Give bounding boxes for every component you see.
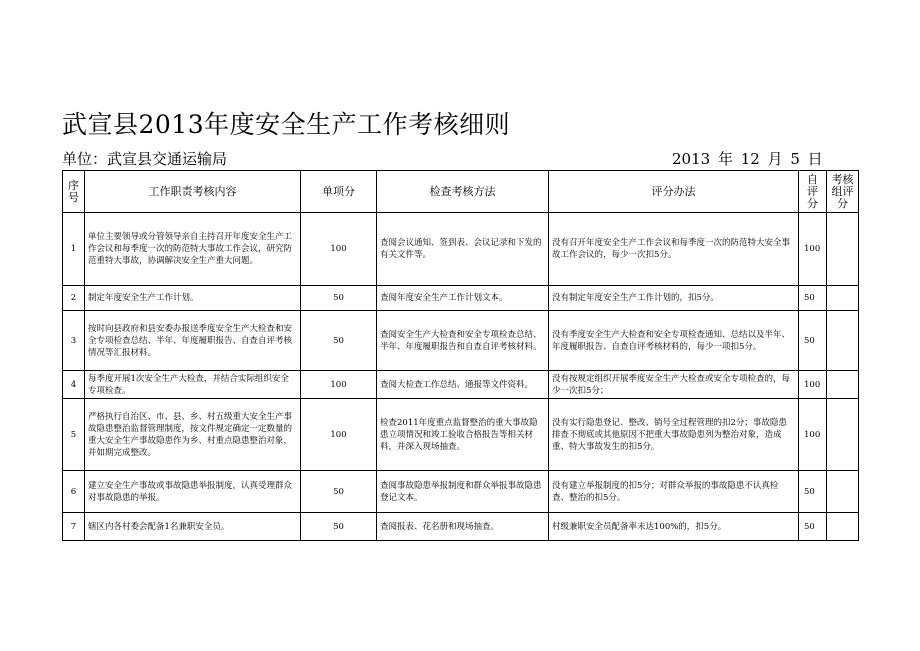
row-method: 查阅大检查工作总结、通报等文件资料。: [377, 371, 549, 399]
table-row: [63, 311, 859, 371]
row-content: 每季度开展1次安全生产大检查，并结合实际组织安全专项检查。: [85, 371, 301, 399]
row-no: 1: [63, 213, 85, 286]
row-no: 5: [63, 399, 85, 471]
row-no: 2: [63, 286, 85, 311]
row-self-score: 50: [799, 286, 827, 311]
header-self-score: 自评分: [799, 171, 827, 213]
row-self-score: 50: [799, 311, 827, 371]
table-row: [63, 399, 859, 471]
row-no: 4: [63, 371, 85, 399]
document-title: 武宣县2013年度安全生产工作考核细则: [62, 110, 511, 139]
row-self-score: 100: [799, 213, 827, 286]
row-self-score: 50: [799, 513, 827, 541]
row-points: 50: [301, 513, 377, 541]
row-scoring: 没有建立举报制度的扣5分；对群众举报的事故隐患不认真检查、整治的扣5分。: [549, 471, 799, 513]
row-scoring: 没有季度安全生产大检查和安全专项检查通知、总结以及半年、年度履职报告、自查自评考核材料的，每少一项扣5分。: [549, 311, 799, 371]
row-no: 3: [63, 311, 85, 371]
row-content: 按时向县政府和县安委办报送季度安全生产大检查和安全专项检查总结、半年、年度履职报告、自查自评考核情况等汇报材料。: [85, 311, 301, 371]
document-date: 2013 年 12 月 5 日: [672, 150, 823, 168]
row-method: 查阅年度安全生产工作计划文本。: [377, 286, 549, 311]
row-points: 50: [301, 311, 377, 371]
row-content: 单位主要领导或分管领导亲自主持召开年度安全生产工作会议和每季度一次的防范特大事故工作会议，研究防范重特大事故，协调解决安全生产重大问题。: [85, 213, 301, 286]
row-group-score: [827, 513, 859, 541]
row-scoring: 没有召开年度安全生产工作会议和每季度一次的防范特大安全事故工作会议的，每少一次扣5分。: [549, 213, 799, 286]
unit-label: 单位：武宣县交通运输局: [62, 150, 228, 168]
row-group-score: [827, 371, 859, 399]
row-method: 查阅事故隐患举报制度和群众举报事故隐患登记文本。: [377, 471, 549, 513]
row-content: 制定年度安全生产工作计划。: [85, 286, 301, 311]
header-points: 单项分: [301, 171, 377, 213]
header-scoring: 评分办法: [549, 171, 799, 213]
row-points: 50: [301, 286, 377, 311]
table-row: [63, 213, 859, 286]
row-method: 查阅安全生产大检查和安全专项检查总结、半年、年度履职报告和自查自评考核材料。: [377, 311, 549, 371]
row-no: 6: [63, 471, 85, 513]
row-group-score: [827, 471, 859, 513]
row-group-score: [827, 213, 859, 286]
row-scoring: 没有按规定组织开展季度安全生产大检查或安全专项检查的，每少一次扣5分；: [549, 371, 799, 399]
row-method: 查阅报表、花名册和现场抽查。: [377, 513, 549, 541]
row-content: 建立安全生产事故或事故隐患举报制度，认真受理群众对事故隐患的举报。: [85, 471, 301, 513]
header-group-score: 考核组评分: [827, 171, 859, 213]
row-points: 100: [301, 399, 377, 471]
row-method: 查阅会议通知、签到表、会议记录和下发的有关文件等。: [377, 213, 549, 286]
row-group-score: [827, 311, 859, 371]
row-method: 检查2011年度重点监督整治的重大事故隐患立项情况和竣工验收合格报告等相关材料，并深入现场抽查。: [377, 399, 549, 471]
row-self-score: 50: [799, 471, 827, 513]
row-points: 50: [301, 471, 377, 513]
row-points: 100: [301, 213, 377, 286]
row-group-score: [827, 286, 859, 311]
row-group-score: [827, 399, 859, 471]
header-method: 检查考核方法: [377, 171, 549, 213]
row-content: 辖区内各村委会配备1名兼职安全员。: [85, 513, 301, 541]
row-self-score: 100: [799, 399, 827, 471]
row-content: 严格执行自治区、市、县、乡、村五级重大安全生产事故隐患整治监督管理制度，按文件规定确定一定数量的重大安全生产事故隐患作为乡、村重点隐患整治对象，并如期完成整改。: [85, 399, 301, 471]
row-self-score: 100: [799, 371, 827, 399]
table-row: [63, 471, 859, 513]
header-no: 序号: [63, 171, 85, 213]
row-scoring: 没有实行隐患登记、整改、销号全过程管理的扣2分；事故隐患排查不彻底或其他原因不把重大事故隐患列为整治对象，造成重、特大事故发生的扣5分。: [549, 399, 799, 471]
row-scoring: 没有制定年度安全生产工作计划的，扣5分。: [549, 286, 799, 311]
row-no: 7: [63, 513, 85, 541]
table-row: [63, 286, 859, 311]
table-row: [63, 513, 859, 541]
assessment-table: [62, 170, 859, 541]
header-content: 工作职责考核内容: [85, 171, 301, 213]
table-row: [63, 371, 859, 399]
row-scoring: 村级兼职安全员配备率未达100%的，扣5分。: [549, 513, 799, 541]
row-points: 100: [301, 371, 377, 399]
header-row: [63, 171, 859, 213]
